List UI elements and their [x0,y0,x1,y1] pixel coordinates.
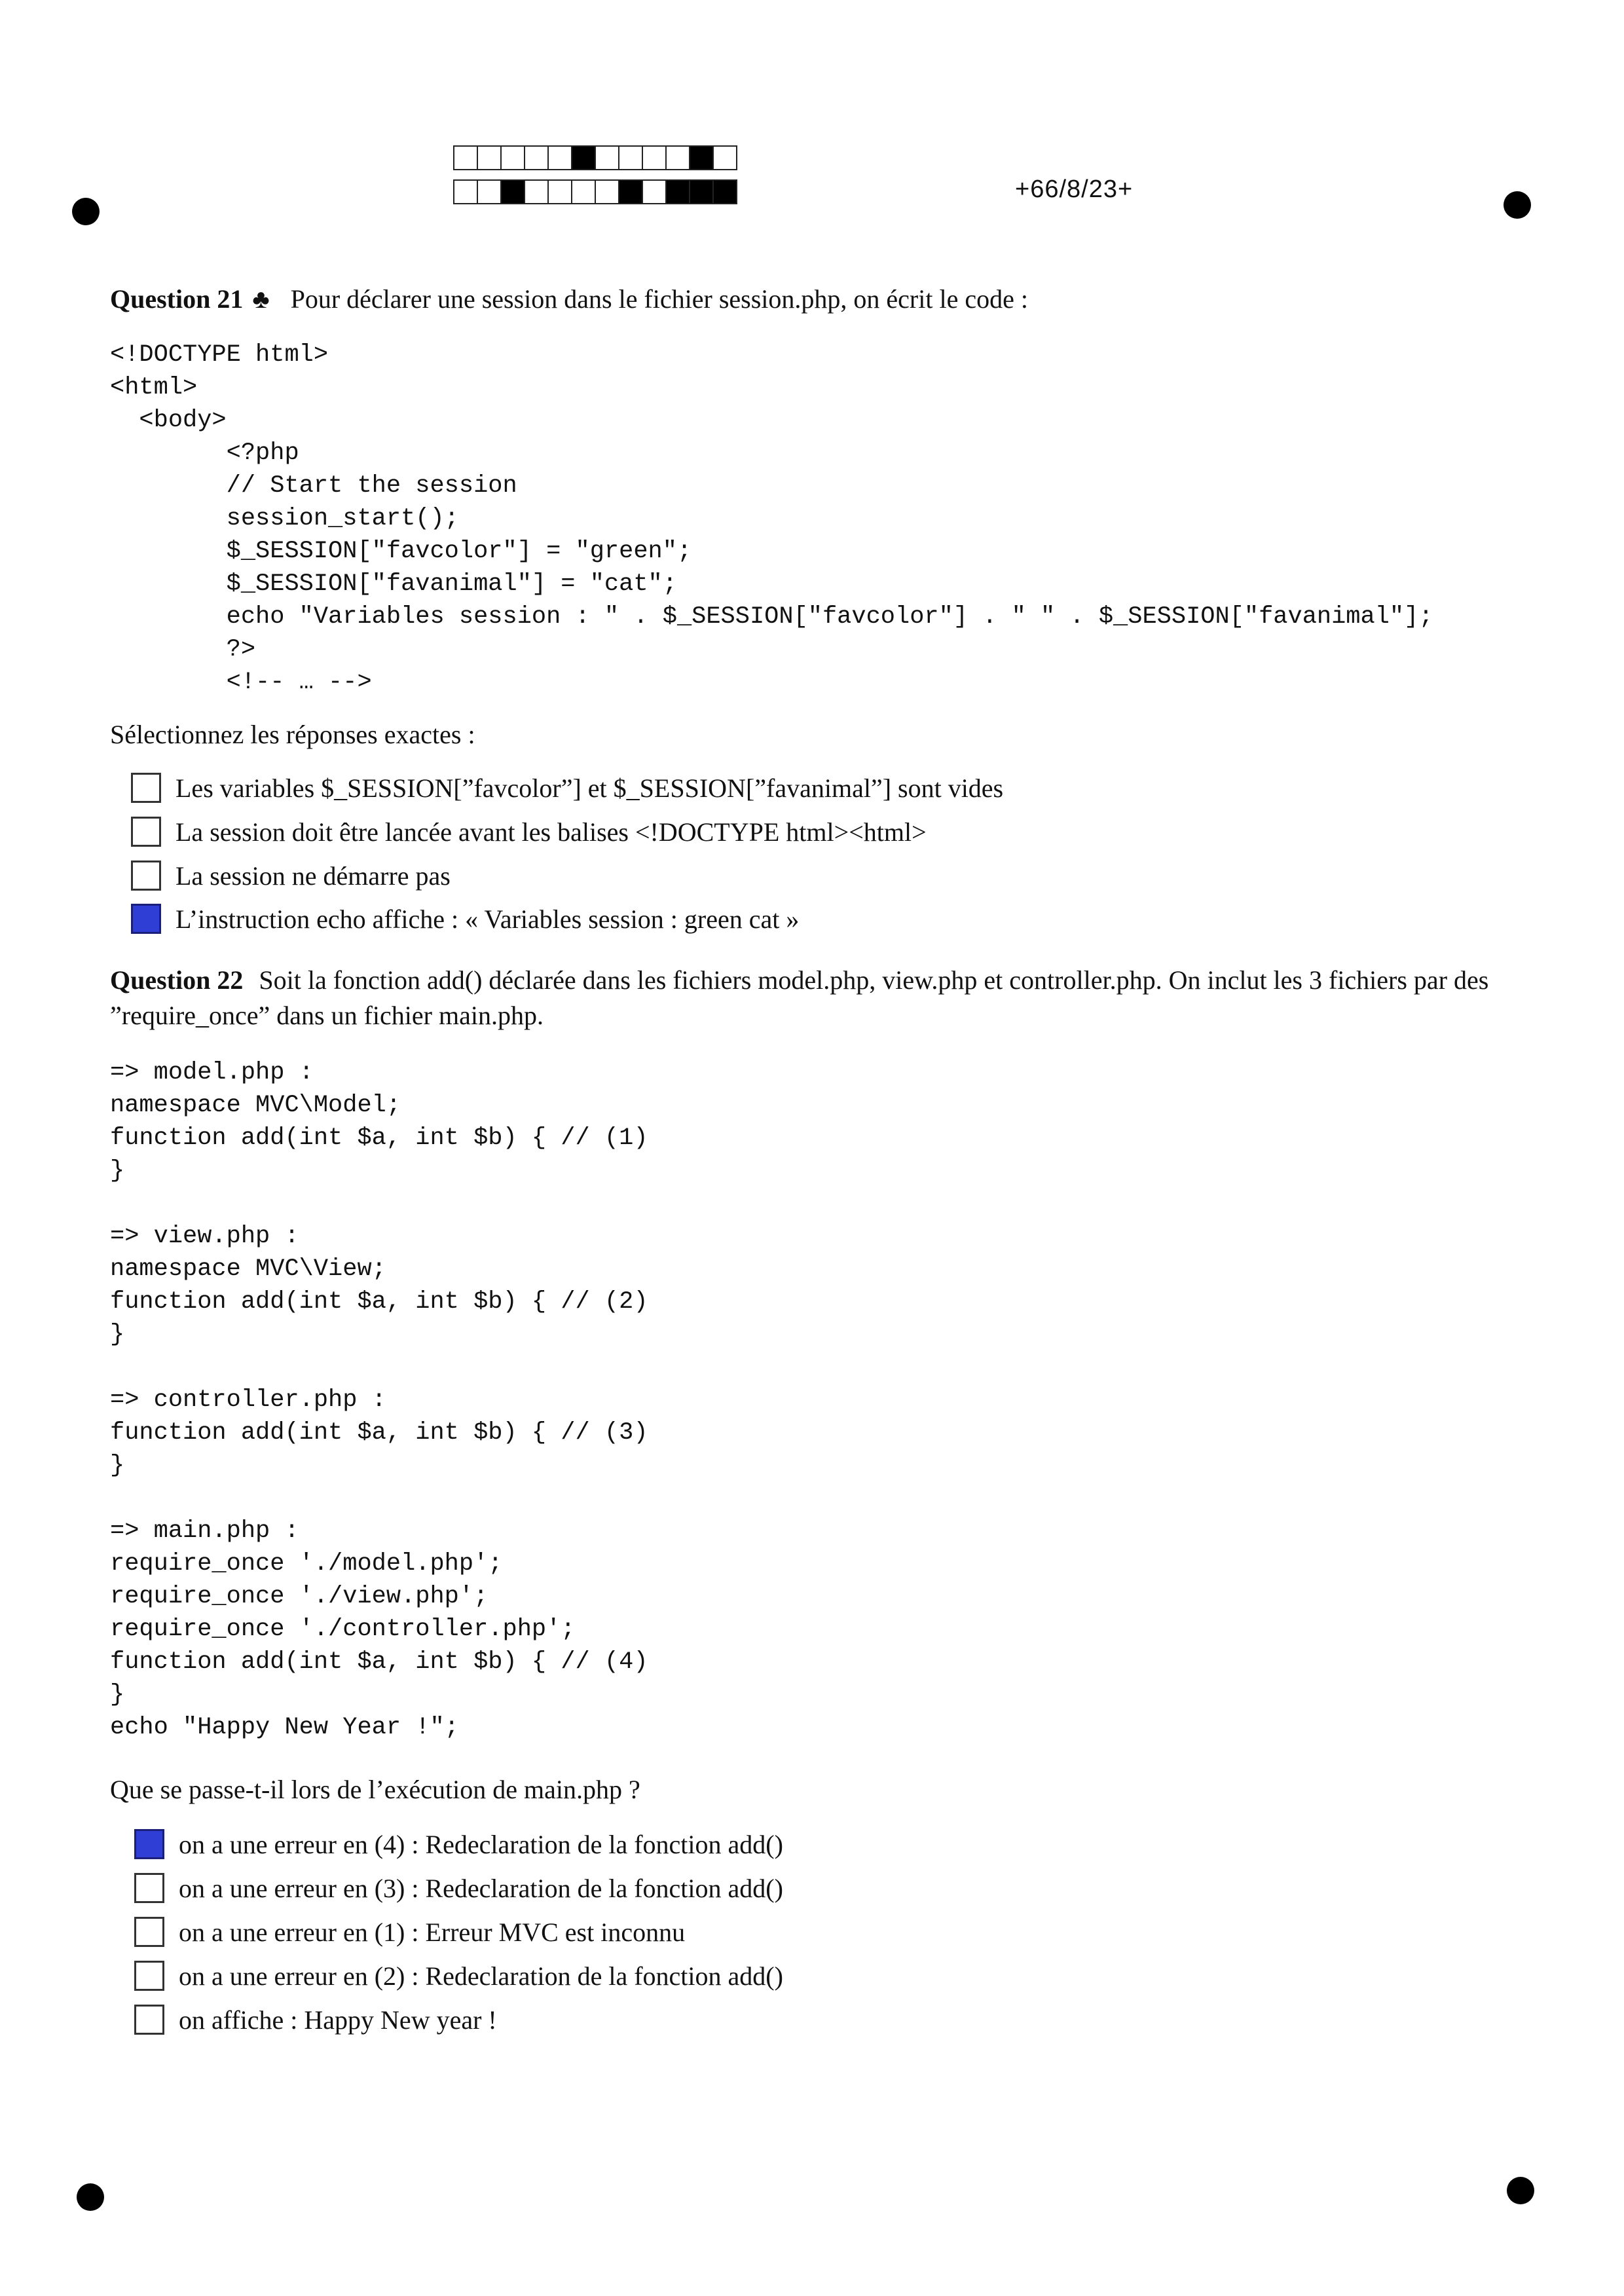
question-22-option[interactable] [134,2003,497,2036]
answer-checkbox[interactable] [131,773,161,803]
question-22-option[interactable] [134,1916,685,1948]
option-label: on a une erreur en (1) : Erreur MVC est inconnu [179,1917,686,1947]
option-label: on a une erreur en (3) : Redeclaration de la fonction add() [179,1873,783,1903]
question-21-code: <!DOCTYPE html> <html> <body> <?php // Start the session session_start(); $_SESSION["favcolor"] = "green"; $_SESSION["favanimal"] = "cat"; echo "Variables session : " . $_SESSION["favcolor"] . " " . $_SESSION["favanimal"]; ?> <!-- … --> [110,341,1433,696]
exam-page-id: +66/8/23+ [1015,176,1134,203]
id-grid-cell [500,145,525,170]
question-21-prompt: Sélectionnez les réponses exactes : [110,720,475,749]
id-grid-cell [689,145,714,170]
answer-checkbox[interactable] [134,1961,164,1991]
question-21-header [110,282,1518,317]
option-label: La session doit être lancée avant les balises <!DOCTYPE html><html> [175,817,927,847]
id-grid-top [453,145,736,170]
id-grid-cell [712,145,737,170]
id-grid-cell [571,145,596,170]
question-22-header [110,963,1518,1033]
option-label: La session ne démarre pas [175,861,451,891]
option-label: on a une erreur en (4) : Redeclaration de la fonction add() [179,1829,783,1859]
club-icon: ♣ [252,284,270,314]
answer-checkbox[interactable] [131,817,161,847]
id-grid-cell [547,179,572,204]
id-grid-cell [547,145,572,170]
question-22-number: Question 22 [110,965,244,995]
id-grid-cell [500,179,525,204]
question-22-option[interactable] [134,1959,783,1992]
question-22-option[interactable] [134,1828,783,1861]
question-22-text: Soit la fonction add() déclarée dans les fichiers model.php, view.php et controller.php. On inclut les 3 fichiers par des ”require_once” dans un fichier main.php. [110,965,1489,1030]
answer-checkbox[interactable] [134,1873,164,1903]
option-label: on a une erreur en (2) : Redeclaration de la fonction add() [179,1961,783,1991]
id-grid-cell [689,179,714,204]
question-21-option[interactable] [131,771,1003,804]
option-label: on affiche : Happy New year ! [179,2005,497,2035]
answer-checkbox[interactable] [134,1829,164,1859]
id-grid-cell [453,145,478,170]
id-grid-cell [665,145,690,170]
id-grid-cell [618,179,643,204]
id-grid-cell [642,179,667,204]
id-grid-cell [665,179,690,204]
id-grid-cell [642,145,667,170]
id-grid-bottom [453,179,736,204]
question-22-option[interactable] [134,1872,783,1904]
question-21-option[interactable] [131,859,451,892]
registration-mark-top-left [72,198,100,225]
question-22-prompt: Que se passe-t-il lors de l’exécution de main.php ? [110,1775,640,1804]
id-grid-cell [712,179,737,204]
id-grid-cell [571,179,596,204]
id-grid-cell [477,179,502,204]
question-21-text: Pour déclarer une session dans le fichier session.php, on écrit le code : [290,284,1028,314]
option-label: Les variables $_SESSION[”favcolor”] et $_SESSION[”favanimal”] sont vides [175,773,1004,803]
registration-mark-bottom-left [77,2183,104,2211]
id-grid-cell [595,145,619,170]
id-grid-cell [618,145,643,170]
answer-checkbox[interactable] [131,861,161,891]
id-grid-cell [524,145,549,170]
question-22-code: => model.php : namespace MVC\Model; function add(int $a, int $b) { // (1) } => view.php : namespace MVC\View; function add(int $a, int $b) { // (2) } => controller.php : function add(int $a, int $b) { // (3) } => main.php : require_once './model.php'; require_once './view.php'; require_once './controller.php'; function add(int $a, int $b) { // (4) } echo "Happy New Year !"; [110,1059,648,1741]
registration-mark-bottom-right [1507,2177,1534,2204]
id-grid-cell [453,179,478,204]
id-grid-cell [524,179,549,204]
answer-checkbox[interactable] [134,2005,164,2035]
answer-checkbox[interactable] [134,1917,164,1947]
question-21-number: Question 21 [110,284,244,314]
id-grid-cell [477,145,502,170]
option-label: L’instruction echo affiche : « Variables session : green cat » [175,904,800,934]
answer-checkbox[interactable] [131,904,161,934]
question-21-option[interactable] [131,815,927,848]
id-grid-cell [595,179,619,204]
registration-mark-top-right [1504,191,1531,219]
question-21-option[interactable] [131,902,799,935]
